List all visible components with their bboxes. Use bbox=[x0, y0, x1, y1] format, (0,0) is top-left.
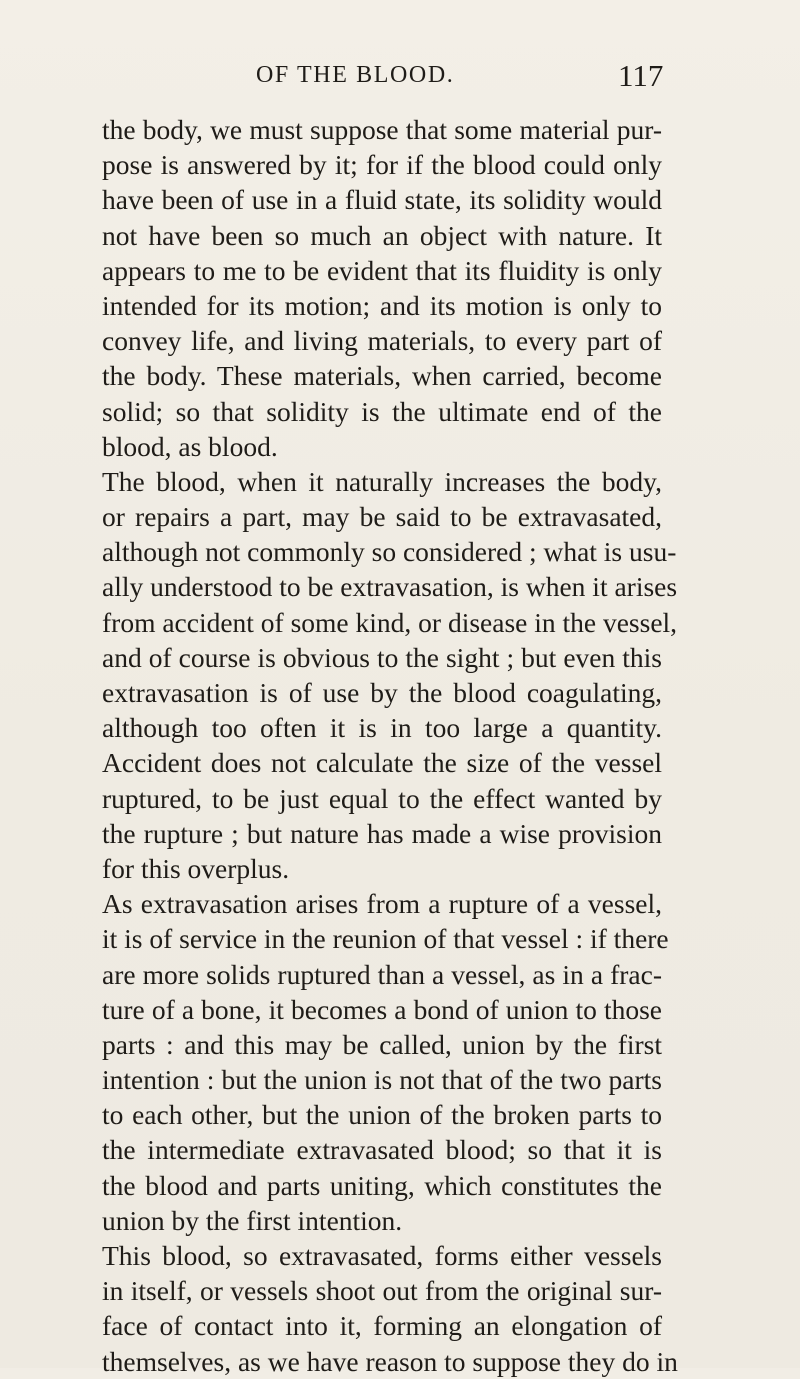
text-line: it is of service in the reunion of that vessel : if there bbox=[102, 923, 669, 955]
text-line: Accident does not calculate the size of the vessel bbox=[102, 747, 662, 779]
text-line: intention : but the union is not that of the two parts bbox=[102, 1064, 662, 1096]
body-text bbox=[102, 112, 678, 1379]
text-line: solid; so that solidity is the ultimate end of the bbox=[102, 395, 662, 427]
text-line: in itself, or vessels shoot out from the original sur- bbox=[102, 1275, 662, 1307]
page-number: 117 bbox=[618, 58, 664, 93]
text-line: blood, as blood. bbox=[102, 430, 278, 462]
text-line: The blood, when it naturally increases the body, bbox=[102, 465, 662, 497]
text-line: As extravasation arises from a rupture of a vessel, bbox=[102, 888, 662, 920]
text-line: not have been so much an object with nature. It bbox=[102, 219, 662, 251]
text-line: union by the first intention. bbox=[102, 1204, 403, 1236]
text-line: intended for its motion; and its motion is only to bbox=[102, 289, 662, 321]
text-line: ally understood to be extravasation, is when it arises bbox=[102, 571, 678, 603]
text-line: the body, we must suppose that some material pur- bbox=[102, 114, 662, 145]
text-line: extravasation is of use by the blood coagulating, bbox=[102, 677, 662, 708]
text-line: the rupture ; but nature has made a wise provision bbox=[102, 817, 662, 849]
text-line: convey life, and living materials, to every part of bbox=[102, 325, 662, 357]
text-line: the blood and parts uniting, which constitutes the bbox=[102, 1169, 662, 1201]
text-line: although not commonly so considered ; what is usu- bbox=[102, 536, 677, 568]
text-line: although too often it is in too large a quantity. bbox=[102, 712, 662, 744]
text-line: from accident of some kind, or disease in the vessel, bbox=[102, 606, 678, 638]
text-line: for this overplus. bbox=[102, 852, 290, 884]
running-head bbox=[0, 58, 800, 98]
text-line: appears to me to be evident that its fluidity is only bbox=[102, 254, 662, 286]
text-line: or repairs a part, may be said to be extravasated, bbox=[102, 501, 662, 533]
text-line: the intermediate extravasated blood; so that it is bbox=[102, 1134, 662, 1166]
text-line: This blood, so extravasated, forms either vessels bbox=[102, 1240, 662, 1271]
text-line: the body. These materials, when carried, become bbox=[102, 360, 662, 392]
text-line: ruptured, to be just equal to the effect wanted by bbox=[102, 782, 662, 814]
text-line: pose is answered by it; for if the blood could only bbox=[102, 149, 662, 181]
text-line: face of contact into it, forming an elongation of bbox=[102, 1310, 662, 1342]
running-title: OF THE BLOOD. bbox=[256, 62, 455, 88]
text-line: to each other, but the union of the broken parts to bbox=[102, 1099, 662, 1131]
text-line: parts : and this may be called, union by the first bbox=[102, 1028, 662, 1060]
text-line: themselves, as we have reason to suppose they do in bbox=[102, 1345, 678, 1377]
text-line: and of course is obvious to the sight ; but even this bbox=[102, 641, 662, 673]
text-line: ture of a bone, it becomes a bond of union to those bbox=[102, 993, 662, 1025]
text-line: have been of use in a fluid state, its solidity would bbox=[102, 184, 662, 216]
text-line: are more solids ruptured than a vessel, as in a frac- bbox=[102, 958, 662, 990]
